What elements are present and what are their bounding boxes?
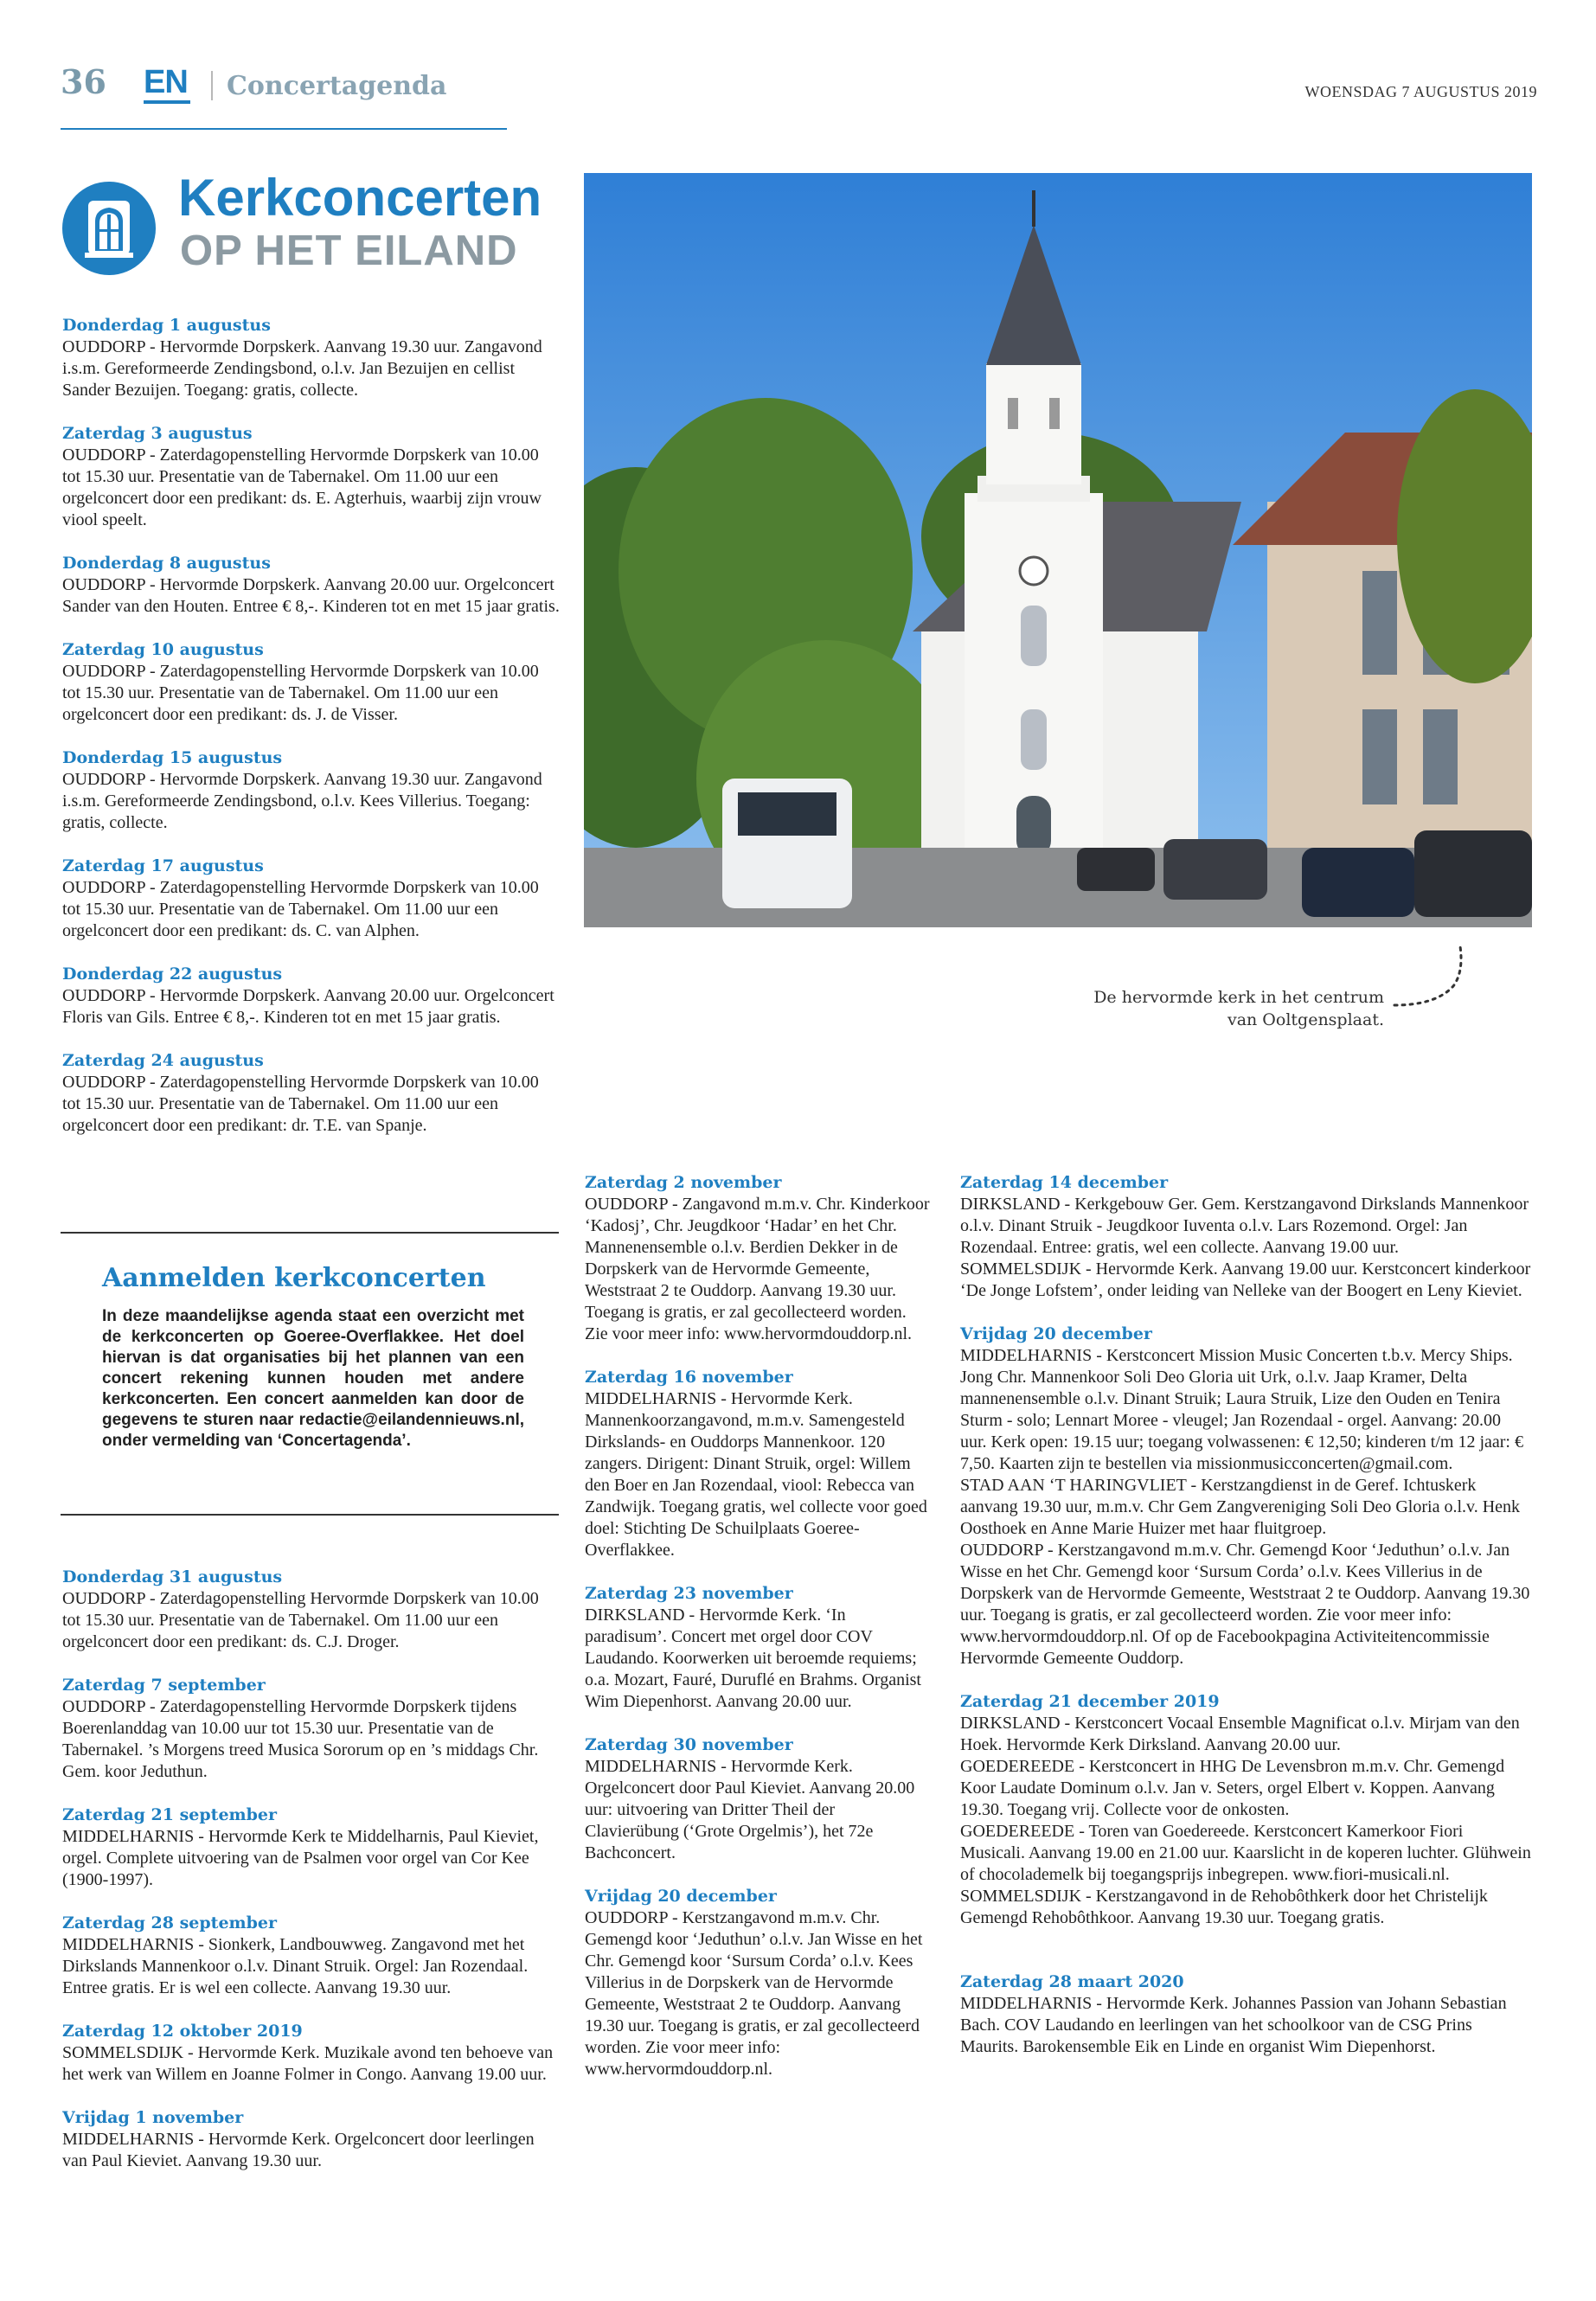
photo-caption (952, 986, 1384, 1031)
church-window-icon (62, 182, 156, 275)
event-text: MIDDELHARNIS - Sionkerk, Landbouwweg. Zangavond met het Dirkslands Mannenkoor o.l.v. Dinant Struik. Orgel: Jan Rozendaal. Entree gratis. Er is wel een collecte. Aanvang 19.30 uur. (62, 1935, 529, 1997)
event-date: Vrijdag 20 december (585, 1887, 777, 1906)
event-entry (62, 747, 561, 834)
event-text: MIDDELHARNIS - Hervormde Kerk. Orgelconcert door leerlingen van Paul Kieviet. Aanvang 19.30 uur. (62, 2130, 535, 2170)
event-text: OUDDORP - Zaterdagopenstelling Hervormde Dorpskerk van 10.00 tot 15.30 uur. Presentatie van de Tabernakel. Om 11.00 uur een orgelconcert door een predikant: ds. E. Agterhuis, waarbij zijn vrouw viool speelt. (62, 445, 542, 529)
event-date: Zaterdag 21 december 2019 (960, 1692, 1220, 1711)
page-number: 36 (61, 62, 106, 101)
event-text: OUDDORP - Zaterdagopenstelling Hervormde Dorpskerk van 10.00 tot 15.30 uur. Presentatie van de Tabernakel. Om 11.00 uur een orgelconcert door een predikant: ds. C. van Alphen. (62, 878, 539, 940)
event-entry (62, 552, 561, 618)
caption-line: De hervormde kerk in het centrum (1093, 988, 1384, 1007)
event-entry (62, 963, 561, 1029)
event-date: Zaterdag 23 november (585, 1584, 793, 1603)
event-text: OUDDORP - Kerstzangavond m.m.v. Chr. Gemengd koor ‘Jeduthun’ o.l.v. Jan Wisse en het Chr. Gemengd koor ‘Sursum Corda’ o.l.v. Kees Villerius in de Dorpskerk van de Hervormde Gemeente, Weststraat 2 te Ouddorp. Aanvang 19.30 uur. Toegang is gratis, er zal gecollecteerd worden. Zie voor meer info: www.hervormdouddorp.nl. (585, 1908, 923, 2079)
event-text: DIRKSLAND - Kerkgebouw Ger. Gem. Kerstzangavond Dirkslands Mannenkoor o.l.v. Dinant Struik - Jeugdkoor Iuventa o.l.v. Lars Rozemond. Orgel: Jan Rozendaal. Entree: gratis, wel een collecte. Aanvang 19.00 uur. SOMMELSDIJK - Hervormde Kerk. Aanvang 19.00 uur. Kerstconcert kinderkoor ‘De Jonge Lofstem’, onder leiding van Nelleke van der Boogert en Leny Kieviet. (960, 1195, 1531, 1300)
event-date: Donderdag 15 augustus (62, 748, 283, 767)
event-date: Donderdag 1 augustus (62, 316, 271, 335)
event-date: Zaterdag 30 november (585, 1735, 793, 1754)
event-entry (62, 1566, 561, 1653)
event-text: OUDDORP - Zaterdagopenstelling Hervormde Dorpskerk van 10.00 tot 15.30 uur. Presentatie van de Tabernakel. Om 11.00 uur een orgelconcert door een predikant: ds. J. de Visser. (62, 662, 539, 724)
event-date: Vrijdag 1 november (62, 2108, 244, 2127)
event-entry (960, 1323, 1531, 1670)
event-text: MIDDELHARNIS - Hervormde Kerk te Middelharnis, Paul Kieviet, orgel. Complete uitvoering van de Psalmen voor orgel van Cor Kee (1900-1997). (62, 1827, 539, 1889)
page-title: Kerkconcerten (178, 169, 542, 227)
event-text: OUDDORP - Zaterdagopenstelling Hervormde Dorpskerk van 10.00 tot 15.30 uur. Presentatie van de Tabernakel. Om 11.00 uur een orgelconcert door een predikant: ds. C.J. Droger. (62, 1589, 539, 1651)
box-bottom-rule (61, 1514, 559, 1516)
event-text: OUDDORP - Hervormde Dorpskerk. Aanvang 20.00 uur. Orgelconcert Sander van den Houten. Entree € 8,-. Kinderen tot en met 15 jaar gratis. (62, 575, 560, 616)
listing-column-3 (960, 1171, 1531, 2058)
caption-line: van Ooltgensplaat. (1227, 1010, 1384, 1029)
event-entry (585, 1885, 931, 2080)
event-date: Donderdag 8 augustus (62, 554, 271, 573)
event-text: MIDDELHARNIS - Hervormde Kerk. Johannes Passion van Johann Sebastian Bach. COV Laudando en leerlingen van het schoolkoor van de CSG Prins Maurits. Barokensemble Eik en Linde en organist Wim Diepenhorst. (960, 1994, 1507, 2056)
event-entry (62, 1049, 561, 1137)
box-text: In deze maandelijkse agenda staat een overzicht met de kerkconcerten op Goeree-Overflakkee. Het doel hiervan is dat organisaties bij het plannen van een concert rekening kunnen houden met andere kerkconcerten. Een concert aanmelden kan door de gegevens te sturen naar redactie@eilandennieuws.nl, onder vermelding van ‘Concertagenda’. (102, 1307, 524, 1450)
event-entry (960, 1971, 1531, 2058)
event-entry (62, 422, 561, 531)
event-entry (62, 2020, 561, 2086)
event-text: OUDDORP - Zaterdagopenstelling Hervormde Dorpskerk tijdens Boerenlanddag van 10.00 uur tot 15.30 uur. Presentatie van de Tabernakel. ’s Morgens treed Musica Sororum op en ’s middags Chr. Gem. koor Jeduthun. (62, 1697, 539, 1781)
event-entry (62, 314, 561, 401)
event-date: Zaterdag 24 augustus (62, 1051, 264, 1070)
event-date: Zaterdag 28 maart 2020 (960, 1972, 1184, 1991)
listing-column-1-bottom (62, 1566, 561, 2172)
event-text: MIDDELHARNIS - Kerstconcert Mission Music Concerten t.b.v. Mercy Ships. Jong Chr. Mannenkoor Soli Deo Gloria uit Urk, o.l.v. Jaap Kramer, Delta mannenensemble o.l.v. Dinant Struik; Laura Struik, Lize den Ouden en Tenira Sturm - solo; Lennart Moree - vleugel; Jan Rozendaal - orgel. Aanvang: 20.00 uur. Kerk open: 19.15 uur; toegang volwassenen: € 12,50; kinderen t/m 12 jaar: € 7,50. Kaarten zijn te bestellen via missionmusicconcerten@gmail.com. STAD AAN ‘T HARINGVLIET - Kerstzangdienst in de Geref. Ichtuskerk aanvang 19.30 uur, m.m.v. Chr Gem Zangvereniging Soli Deo Gloria o.l.v. Henk Oosthoek en Anne Marie Huizer met haar fluitgroep. OUDDORP - Kerstzangavond m.m.v. Chr. Gemengd Koor ‘Jeduthun’ o.l.v. Jan Wisse en het Chr. Gemengd koor ‘Sursum Corda’ o.l.v. Kees Villerius in de Dorpskerk van de Hervormde Gemeente, Weststraat 2 te Ouddorp. Aanvang 19.30 uur. Toegang is gratis, er zal gecollecteerd worden. Zie voor meer info: www.hervormdouddorp.nl. Of op de Facebookpagina Activiteitencommissie Hervormde Gemeente Ouddorp. (960, 1346, 1530, 1668)
event-entry (960, 1171, 1531, 1302)
event-entry (62, 1674, 561, 1783)
event-date: Vrijdag 20 december (960, 1324, 1152, 1343)
event-date: Zaterdag 7 september (62, 1676, 266, 1695)
event-date: Zaterdag 17 augustus (62, 856, 264, 875)
caption-pointer-icon (1393, 943, 1471, 1016)
section-title: Concertagenda (227, 71, 447, 101)
box-title: Aanmelden kerkconcerten (102, 1263, 486, 1293)
box-top-rule (61, 1232, 559, 1234)
event-date: Zaterdag 16 november (585, 1368, 793, 1387)
event-text: MIDDELHARNIS - Hervormde Kerk. Orgelconcert door Paul Kieviet. Aanvang 20.00 uur: uitvoering van Dritter Theil der Clavierübung (‘Grote Orgelmis’), het 72e Bachconcert. (585, 1757, 915, 1862)
event-date: Zaterdag 3 augustus (62, 424, 253, 443)
event-entry (585, 1366, 931, 1561)
listing-column-1-top (62, 314, 561, 1137)
event-date: Zaterdag 2 november (585, 1173, 782, 1192)
event-entry (585, 1171, 931, 1345)
event-entry (62, 638, 561, 726)
page-subtitle: OP HET EILAND (180, 228, 518, 274)
event-date: Zaterdag 14 december (960, 1173, 1169, 1192)
event-date: Donderdag 22 augustus (62, 965, 283, 984)
event-date: Zaterdag 10 augustus (62, 640, 264, 659)
event-text: OUDDORP - Zangavond m.m.v. Chr. Kinderkoor ‘Kadosj’, Chr. Jeugdkoor ‘Hadar’ en het Chr. Mannenensemble o.l.v. Berdien Dekker in de Dorpskerk van de Hervormde Gemeente, Weststraat 2 te Ouddorp. Aanvang 19.30 uur. Toegang is gratis, er zal gecollecteerd worden. Zie voor meer info: www.hervormdouddorp.nl. (585, 1195, 930, 1343)
event-text: OUDDORP - Zaterdagopenstelling Hervormde Dorpskerk van 10.00 tot 15.30 uur. Presentatie van de Tabernakel. Om 11.00 uur een orgelconcert door een predikant: dr. T.E. van Spanje. (62, 1073, 539, 1135)
church-photo (584, 173, 1532, 927)
event-entry (960, 1690, 1531, 1929)
header-separator (211, 71, 213, 100)
event-entry (62, 855, 561, 942)
event-entry (62, 1804, 561, 1891)
listing-column-2 (585, 1171, 931, 2080)
event-entry (62, 1912, 561, 1999)
event-text: MIDDELHARNIS - Hervormde Kerk. Mannenkoorzangavond, m.m.v. Samengesteld Dirkslands- en Ouddorps Mannenkoor. 120 zangers. Dirigent: Dinant Struik, orgel: Willem den Boer en Jan Rozendaal, viool: Rebecca van Zandwijk. Toegang gratis, wel collecte voor goed doel: Stichting De Schuilplaats Goeree-Overflakkee. (585, 1389, 927, 1560)
event-text: SOMMELSDIJK - Hervormde Kerk. Muzikale avond ten behoeve van het werk van Willem en Joanne Folmer in Congo. Aanvang 19.00 uur. (62, 2043, 554, 2084)
event-date: Zaterdag 12 oktober 2019 (62, 2022, 303, 2041)
event-text: OUDDORP - Hervormde Dorpskerk. Aanvang 19.30 uur. Zangavond i.s.m. Gereformeerde Zendingsbond, o.l.v. Jan Bezuijen en cellist Sander Bezuijen. Toegang: gratis, collecte. (62, 337, 542, 400)
logo-underline (144, 100, 190, 104)
newspaper-logo: EN (144, 64, 188, 100)
event-entry (585, 1734, 931, 1864)
event-date: Donderdag 31 augustus (62, 1567, 283, 1586)
issue-date: WOENSDAG 7 AUGUSTUS 2019 (1304, 83, 1537, 100)
event-date: Zaterdag 28 september (62, 1913, 278, 1932)
header-rule (61, 128, 507, 130)
event-text: OUDDORP - Hervormde Dorpskerk. Aanvang 20.00 uur. Orgelconcert Floris van Gils. Entree € 8,-. Kinderen tot en met 15 jaar gratis. (62, 986, 554, 1027)
event-text: OUDDORP - Hervormde Dorpskerk. Aanvang 19.30 uur. Zangavond i.s.m. Gereformeerde Zendingsbond, o.l.v. Kees Villerius. Toegang: gratis, collecte. (62, 770, 542, 832)
event-entry (62, 2106, 561, 2172)
event-date: Zaterdag 21 september (62, 1805, 278, 1824)
event-text: DIRKSLAND - Hervormde Kerk. ‘In paradisum’. Concert met orgel door COV Laudando. Koorwerken uit beroemde requiems; o.a. Mozart, Fauré, Duruflé en Brahms. Organist Wim Diepenhorst. Aanvang 20.00 uur. (585, 1606, 921, 1711)
event-text: DIRKSLAND - Kerstconcert Vocaal Ensemble Magnificat o.l.v. Mirjam van den Hoek. Hervormde Kerk Dirksland. Aanvang 20.00 uur. GOEDEREEDE - Kerstconcert in HHG De Levensbron m.m.v. Chr. Gemengd Koor Laudate Dominum o.l.v. Jan v. Seters, orgel Elbert v. Koppen. Aanvang 19.30. Toegang vrij. Collecte voor de onkosten. GOEDEREEDE - Toren van Goedereede. Kerstconcert Kamerkoor Fiori Musicali. Aanvang 19.00 en 21.00 uur. Kaarslicht in de koperen luchter. Glühwein of chocolademelk bij toegangsprijs inbegrepen. www.fiori-musicali.nl. SOMMELSDIJK - Kerstzangavond in de Rehobôthkerk door het Christelijk Gemengd Rehobôthkoor. Aanvang 19.30 uur. Toegang gratis. (960, 1714, 1531, 1927)
event-entry (585, 1582, 931, 1713)
